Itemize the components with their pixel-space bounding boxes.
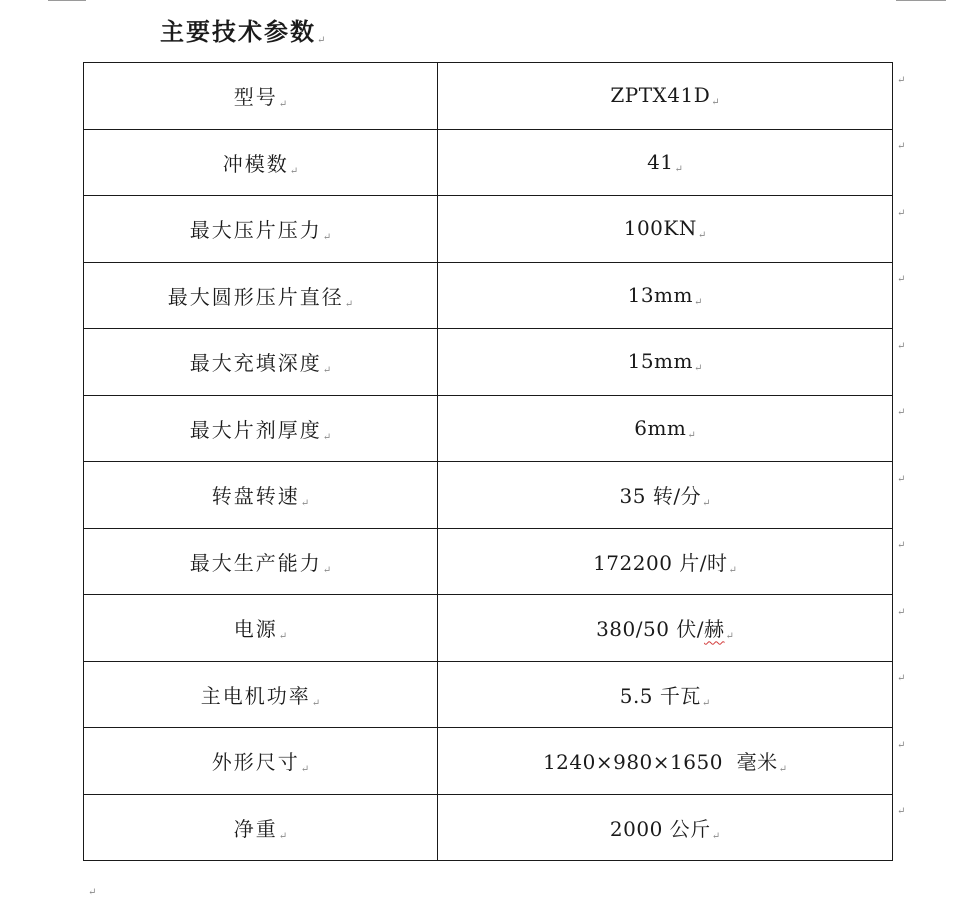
paragraph-mark-icon: ↵ [697, 230, 707, 242]
table-row [84, 63, 893, 130]
top-rule-left [48, 0, 86, 1]
spec-label: 型号 [233, 85, 278, 110]
document-title-text: 主要技术参数 [160, 17, 316, 46]
spec-label: 最大充填深度 [189, 351, 322, 376]
spec-value-cell[interactable] [438, 395, 893, 462]
spec-value: 1240×980×1650 毫米 [542, 750, 778, 775]
spec-label: 最大圆形压片直径 [167, 284, 344, 309]
paragraph-mark-icon: ↵ [725, 631, 734, 643]
paragraph-mark-icon: ↵ [344, 298, 354, 310]
spec-value: 6mm [634, 415, 687, 440]
spec-value-cell[interactable] [438, 794, 893, 861]
spec-value-cell[interactable] [438, 462, 893, 529]
spec-label-cell[interactable] [84, 63, 438, 130]
spec-label-cell[interactable] [84, 528, 438, 595]
table-row [84, 728, 893, 795]
paragraph-mark-icon: ↵ [322, 365, 332, 377]
row-end-marks [897, 62, 911, 860]
spec-value-cell[interactable] [438, 528, 893, 595]
spec-value: ZPTX41D [610, 83, 711, 108]
table-row [84, 661, 893, 728]
paragraph-mark-icon: ↵ [317, 35, 326, 46]
spec-label-cell[interactable] [84, 728, 438, 795]
spec-value: 13mm [627, 282, 693, 307]
spellcheck-flagged-word[interactable]: 赫 [704, 617, 725, 642]
row-end-mark-icon: ↵ [897, 274, 906, 285]
spec-value: 35 转/分 [619, 484, 702, 509]
paragraph-mark-icon: ↵ [88, 887, 97, 898]
table-row [84, 129, 893, 196]
spec-label: 最大片剂厚度 [189, 417, 322, 442]
paragraph-mark-icon: ↵ [778, 764, 788, 776]
document-title [160, 14, 325, 59]
paragraph-mark-icon: ↵ [322, 431, 332, 443]
row-end-mark-icon: ↵ [897, 740, 906, 751]
row-end-mark-icon: ↵ [897, 208, 906, 219]
table-row [84, 528, 893, 595]
spec-label-cell[interactable] [84, 329, 438, 396]
spec-label: 外形尺寸 [211, 750, 300, 775]
paragraph-mark-icon: ↵ [674, 163, 683, 175]
spec-label: 转盘转速 [211, 484, 300, 509]
row-end-mark-icon: ↵ [897, 474, 906, 485]
table-row [84, 462, 893, 529]
paragraph-mark-icon: ↵ [728, 564, 737, 576]
paragraph-mark-icon: ↵ [300, 498, 310, 510]
spec-label: 冲模数 [222, 151, 289, 176]
spec-label-cell[interactable] [84, 661, 438, 728]
row-end-mark-icon: ↵ [897, 540, 906, 551]
spec-value-cell[interactable] [438, 728, 893, 795]
paragraph-mark-icon: ↵ [278, 631, 288, 643]
spec-value: 41 [647, 149, 674, 174]
paragraph-mark-icon: ↵ [289, 165, 299, 177]
paragraph-mark-icon: ↵ [694, 363, 703, 375]
spec-value-cell[interactable] [438, 129, 893, 196]
spec-label-cell[interactable] [84, 262, 438, 329]
row-end-mark-icon: ↵ [897, 341, 906, 352]
spec-label-cell[interactable] [84, 395, 438, 462]
paragraph-mark-icon: ↵ [701, 697, 711, 709]
spec-label: 最大压片压力 [189, 218, 322, 243]
paragraph-mark-icon: ↵ [322, 232, 332, 244]
table-row [84, 329, 893, 396]
paragraph-mark-icon: ↵ [322, 564, 332, 576]
paragraph-mark-icon: ↵ [711, 97, 720, 109]
table-row [84, 794, 893, 861]
paragraph-mark-icon: ↵ [311, 697, 321, 709]
paragraph-mark-icon: ↵ [687, 429, 696, 441]
row-end-mark-icon: ↵ [897, 141, 906, 152]
spec-value-cell[interactable] [438, 196, 893, 263]
spec-value: 100KN [623, 216, 697, 241]
spec-value-cell[interactable] [438, 63, 893, 130]
row-end-mark-icon: ↵ [897, 407, 906, 418]
spec-label-cell[interactable] [84, 595, 438, 662]
spec-label-cell[interactable] [84, 462, 438, 529]
paragraph-mark-icon: ↵ [694, 296, 703, 308]
spec-label: 主电机功率 [200, 683, 311, 708]
spec-label-cell[interactable] [84, 129, 438, 196]
row-end-mark-icon: ↵ [897, 806, 906, 817]
table-row [84, 262, 893, 329]
spec-label: 最大生产能力 [189, 550, 322, 575]
paragraph-mark-icon: ↵ [711, 830, 721, 842]
table-row [84, 395, 893, 462]
paragraph-mark-icon: ↵ [278, 99, 288, 111]
spec-label-cell[interactable] [84, 794, 438, 861]
row-end-mark-icon: ↵ [897, 673, 906, 684]
row-end-mark-icon: ↵ [897, 75, 906, 86]
spec-label-cell[interactable] [84, 196, 438, 263]
spec-label: 电源 [233, 617, 278, 642]
spec-value-cell[interactable] [438, 595, 893, 662]
paragraph-mark-icon: ↵ [300, 764, 310, 776]
paragraph-mark-icon: ↵ [278, 830, 288, 842]
spec-value-cell[interactable] [438, 262, 893, 329]
spec-value: 172200 片/时 [593, 550, 728, 575]
spec-table [83, 62, 893, 861]
spec-label: 净重 [233, 816, 278, 841]
row-end-mark-icon: ↵ [897, 607, 906, 618]
spec-value: 5.5 千瓦 [619, 683, 701, 708]
table-row [84, 595, 893, 662]
spec-value-cell[interactable] [438, 661, 893, 728]
spec-value: 15mm [627, 349, 693, 374]
paragraph-mark-icon: ↵ [702, 498, 711, 510]
spec-value: 2000 公斤 [609, 816, 711, 841]
table-row [84, 196, 893, 263]
spec-value-prefix: 380/50 伏/ [596, 617, 705, 642]
top-rule-right [896, 0, 946, 1]
spec-value-cell[interactable] [438, 329, 893, 396]
